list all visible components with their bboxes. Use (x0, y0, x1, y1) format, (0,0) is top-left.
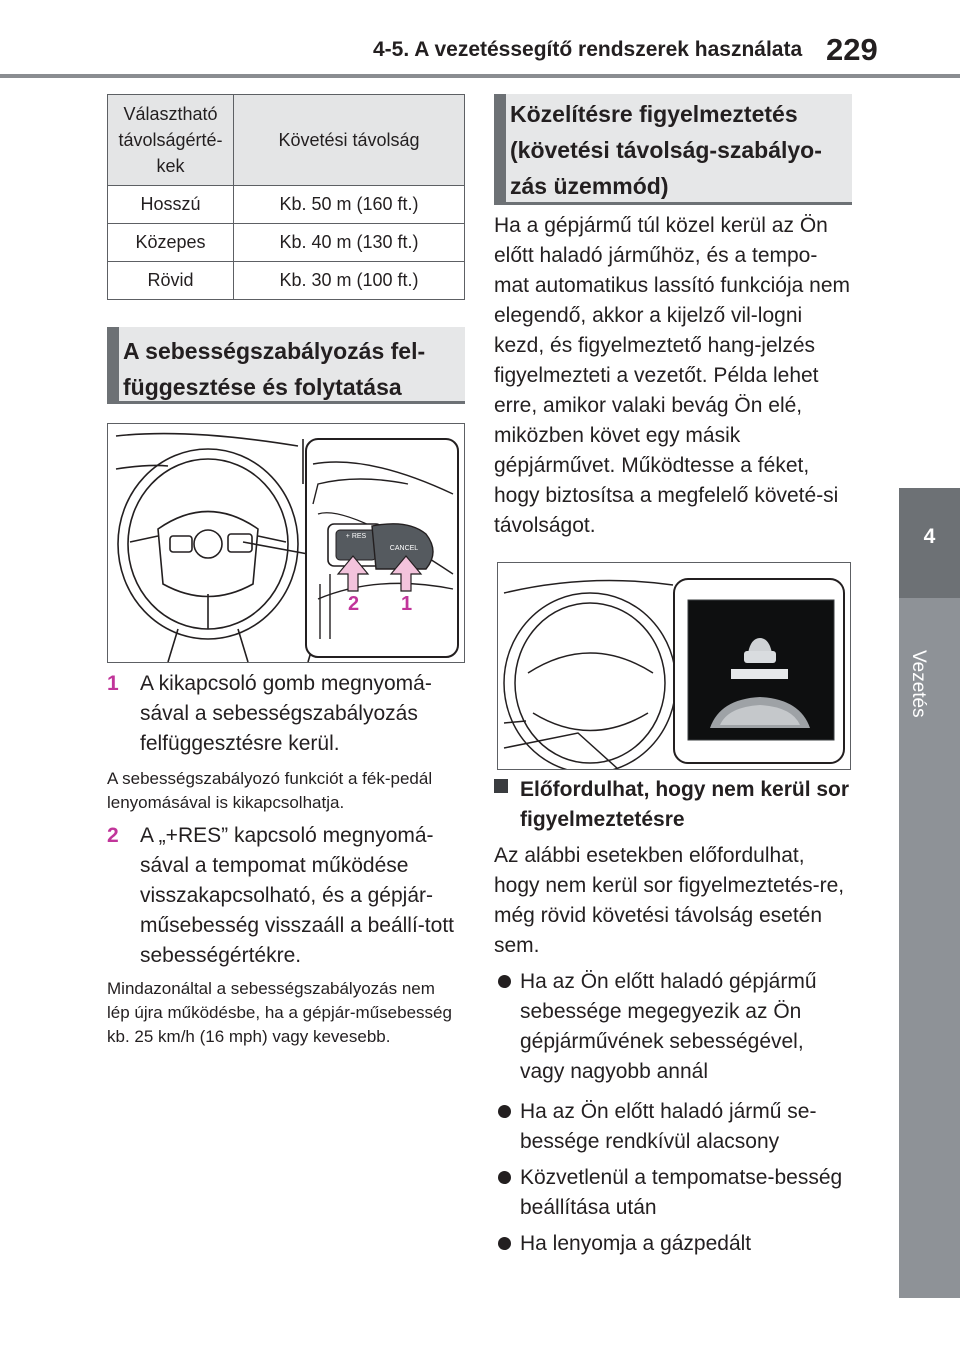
approach-warning-paragraph: Ha a gépjármű túl közel kerül az Ön előtt haladó járműhöz, és a tempo-mat automatikus lassító funkciója nem elegendő, akkor a kijelző vil-logni kezd, és figyelmeztető hang-jelzés figyelmezteti a vezetőt. Példa lehet erre, amikor valaki bevág Ön elé, miközben követ egy másik gépjárművet. Működtesse a féket, hogy biztosítsa a megfelelő követé-si távolságot. (494, 214, 850, 537)
res-switch-label: + RES (345, 533, 367, 540)
bullet-item: Ha az Ön előtt haladó gépjármű sebessége megegyezik az Ön gépjárművének sebességével, vagy nagyobb annál (520, 970, 817, 1083)
table-row (108, 224, 465, 262)
table-row (108, 186, 465, 224)
display-illustration (498, 563, 850, 769)
table-header-cell: Követési távolság (234, 95, 465, 186)
header-rule (0, 74, 960, 78)
table-header-cell: Választható távolságérté-kek (108, 95, 234, 186)
step-2-text: A „+RES” kapcsoló megnyomá-sával a tempomat működése visszakapcsolható, és a gépjár-műsebesség visszaáll a beállí-tott sebességértékre. (140, 824, 454, 967)
chapter-label: Vezetés (908, 650, 929, 718)
section-heading-approach-warning: Közelítésre figyelmeztetés (követési távolság-szabályo-zás üzemmód) (494, 94, 852, 205)
bullet-item: Ha lenyomja a gázpedált (520, 1232, 752, 1255)
table-cell: Közepes (108, 224, 234, 262)
steering-wheel-figure (107, 423, 465, 663)
bullet-icon (498, 1237, 511, 1250)
bullet-icon (498, 1171, 511, 1184)
chapter-number: 4 (923, 525, 936, 548)
step-1-text: A kikapcsoló gomb megnyomá-sával a sebességszabályozás felfüggesztésre kerül. (140, 672, 432, 755)
distance-table (107, 94, 465, 300)
callout-2: 2 (348, 593, 360, 615)
step-1-number: 1 (107, 672, 119, 695)
note-1: A sebességszabályozó funkciót a fék-pedál lenyomásával is kikapcsolhatja. (107, 769, 433, 812)
table-cell: Kb. 50 m (160 ft.) (234, 186, 465, 224)
section-heading: A sebességszabályozás fel-függesztése és folytatása (107, 327, 465, 404)
cancel-switch-label: CANCEL (389, 545, 419, 552)
table-cell: Kb. 30 m (100 ft.) (234, 262, 465, 300)
subparagraph: Az alábbi esetekben előfordulhat, hogy nem kerül sor figyelmeztetés-re, még rövid követési távolság esetén sem. (494, 844, 845, 957)
bullet-icon (498, 1105, 511, 1118)
table-cell: Hosszú (108, 186, 234, 224)
table-cell: Kb. 40 m (130 ft.) (234, 224, 465, 262)
table-header-row (108, 95, 465, 186)
display-figure (497, 562, 851, 770)
bullet-item: Közvetlenül a tempomatse-besség beállítása után (520, 1166, 843, 1219)
page-number: 229 (826, 32, 878, 67)
bullet-item: Ha az Ön előtt haladó jármű se-bessége rendkívül alacsony (520, 1100, 817, 1153)
note-2: Mindazonáltal a sebességszabályozás nem lép újra működésbe, ha a gépjár-műsebesség kb. 25 km/h (16 mph) vagy kevesebb. (107, 979, 452, 1046)
header-title: 4-5. A vezetéssegítő rendszerek használata (373, 38, 803, 61)
bullet-icon (498, 975, 511, 988)
step-2-number: 2 (107, 824, 119, 847)
table-cell: Rövid (108, 262, 234, 300)
subheading: Előfordulhat, hogy nem kerül sor figyelmeztetésre (520, 778, 850, 831)
callout-1: 1 (401, 593, 413, 615)
table-row (108, 262, 465, 300)
steering-wheel-illustration (108, 424, 464, 662)
subheading-square-icon (494, 779, 508, 793)
